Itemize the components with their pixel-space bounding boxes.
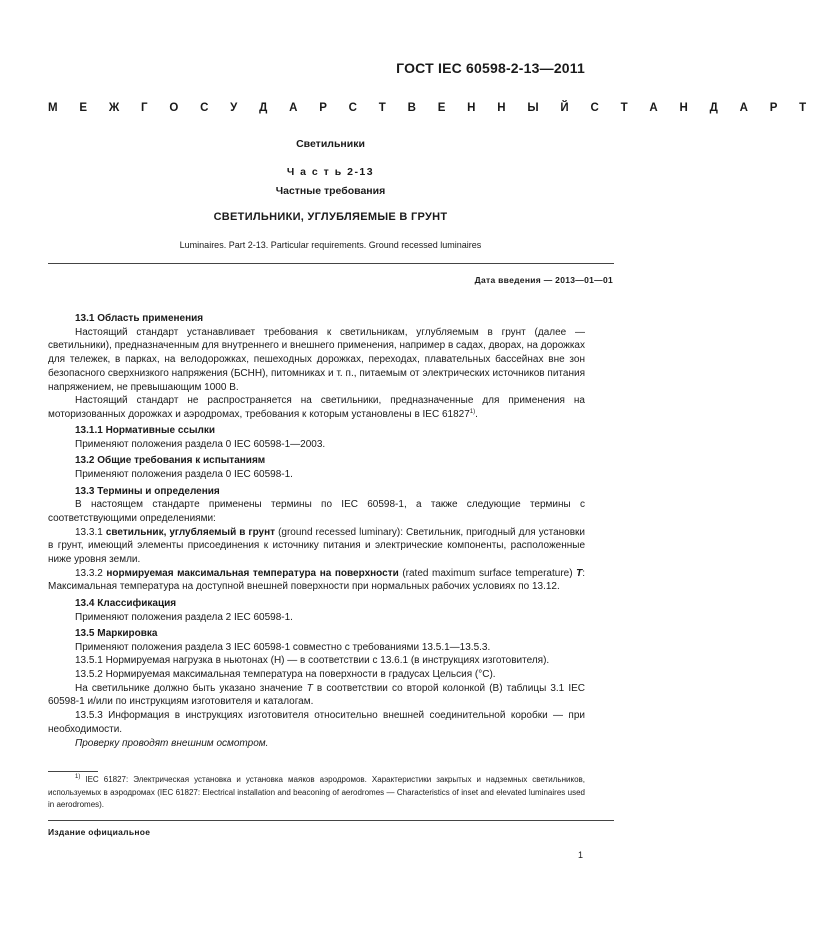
title-part: Ч а с т ь 2-13 bbox=[286, 166, 375, 178]
section-13-5-2-continued-post: в соответствии со второй колонкой (В) таблицы 3.1 IEC 60598-1 и/или по инструкциям изготовителя и каталогам. bbox=[48, 682, 586, 708]
section-13-5-2-continued bbox=[48, 682, 585, 709]
section-13-5-paragraph: Применяют положения раздела 3 IEC 60598-1 совместно с требованиями 13.5.1—13.5.3. bbox=[75, 641, 491, 653]
section-13-1-1-paragraph: Применяют положения раздела 0 IEC 60598-1—2003. bbox=[75, 439, 326, 451]
definition-13-3-2-text-1: (rated maximum surface temperature) bbox=[398, 567, 577, 579]
interstate-standard-label: М Е Ж Г О С У Д А Р С Т В Е Н Н Ы Й С Т А Н Д А Р Т bbox=[48, 102, 815, 114]
definition-13-3-1-number: 13.3.1 bbox=[75, 526, 103, 538]
section-13-4-paragraph: Применяют положения раздела 2 IEC 60598-1. bbox=[75, 611, 293, 623]
section-13-2-heading: 13.2 Общие требования к испытаниям bbox=[75, 455, 266, 467]
definition-13-3-1-term: светильник, углубляемый в грунт bbox=[105, 526, 276, 538]
introduction-date: Дата введения — 2013—01—01 bbox=[474, 275, 613, 285]
definition-13-3-1-text: (ground recessed luminary): Светильник, пригодный для установки в грунт, имеющий элементы присоединения к источнику питания и электрические компоненты, расположенные ниже уровня земли. bbox=[48, 526, 585, 566]
section-13-5-heading: 13.5 Маркировка bbox=[75, 627, 158, 639]
definition-13-3-2 bbox=[48, 567, 585, 594]
section-13-5-3-check: Проверку проводят внешним осмотром. bbox=[75, 737, 269, 749]
title-english: Luminaires. Part 2-13. Particular requirements. Ground recessed luminaires bbox=[179, 240, 482, 250]
section-13-1-paragraph-1: Настоящий стандарт устанавливает требования к светильникам, углубляемым в грунт (далее — светильники), предназначенным для внутреннего и внешнего применения, например в садах, дворах, на дорожках для тележек, в парках, на велодорожках, пешеходных дорожках, переходах, плавательных бассейнах вне зон безопасного сверхнизкого напряжения (БСНН), питомниках и т. п., питаемым от электрических источников питания напряжением, не превышающим 1000 В. bbox=[48, 326, 585, 393]
definition-13-3-1 bbox=[48, 526, 585, 567]
top-divider bbox=[48, 263, 614, 264]
footnote-divider bbox=[48, 771, 98, 772]
footnote-ref: 1) bbox=[469, 408, 476, 415]
footnote-mark: 1) bbox=[75, 774, 81, 780]
title-line-1: Светильники bbox=[296, 138, 365, 150]
section-13-2-paragraph: Применяют положения раздела 0 IEC 60598-1. bbox=[75, 469, 293, 481]
section-13-5-2-continued-pre: На светильнике должно быть указано значение bbox=[75, 682, 307, 694]
section-13-1-1-heading: 13.1.1 Нормативные ссылки bbox=[75, 425, 215, 437]
section-13-3-heading: 13.3 Термины и определения bbox=[75, 485, 220, 497]
section-13-1-paragraph-2-end: . bbox=[475, 408, 478, 420]
definition-13-3-2-number: 13.3.2 bbox=[75, 567, 103, 579]
section-13-1-heading: 13.1 Область применения bbox=[75, 313, 204, 324]
main-content bbox=[48, 310, 585, 750]
section-13-5-1: 13.5.1 Нормируемая нагрузка в ньютонах (Н) — в соответствии с 13.6.1 (в инструкциях изготовителя). bbox=[75, 655, 550, 667]
section-13-1-paragraph-2-text: Настоящий стандарт не распространяется на светильники, предназначенные для применения на моторизованных дорожках и аэродромах, требования к которым установлены в IEC 61827 bbox=[48, 395, 585, 420]
section-13-5-2-symbol: T bbox=[306, 682, 313, 694]
footnote-text: IEC 61827: Электрическая установка и установка маяков аэродромов. Характеристики закрытых и надземных светильников, используемых в аэродромах (IEC 61827: Electrical installation and beaconing of aerodromes — Characteristics of inset and elevated luminaires used in aerodromes). bbox=[48, 775, 585, 809]
edition-label: Издание официальное bbox=[48, 827, 151, 837]
title-line-3: Частные требования bbox=[275, 185, 386, 197]
section-13-5-2: 13.5.2 Нормируемая максимальная температура на поверхности в градусах Цельсия (°С). bbox=[75, 669, 496, 681]
title-main: СВЕТИЛЬНИКИ, УГЛУБЛЯЕМЫЕ В ГРУНТ bbox=[213, 211, 448, 223]
document-code: ГОСТ IEC 60598-2-13—2011 bbox=[396, 60, 585, 76]
section-13-3-paragraph: В настоящем стандарте применены термины по IEC 60598-1, а также следующие термины с соответствующими определениями: bbox=[48, 499, 585, 524]
definition-13-3-2-text-2: : Максимальная температура на доступной внешней поверхности при нормальных рабочих условиях по 13.12. bbox=[48, 567, 586, 593]
section-13-4-heading: 13.4 Классификация bbox=[75, 597, 177, 609]
footnote-paragraph bbox=[48, 774, 585, 812]
page-number: 1 bbox=[577, 850, 583, 860]
bottom-divider bbox=[48, 820, 614, 821]
definition-13-3-2-term: нормируемая максимальная температура на поверхности bbox=[106, 567, 399, 579]
definition-13-3-2-symbol: T bbox=[576, 567, 583, 579]
section-13-5-3: 13.5.3 Информация в инструкциях изготовителя относительно внешней соединительной коробки — при необходимости. bbox=[48, 710, 585, 735]
footnote bbox=[48, 774, 585, 812]
section-13-1-paragraph-2 bbox=[48, 394, 585, 421]
